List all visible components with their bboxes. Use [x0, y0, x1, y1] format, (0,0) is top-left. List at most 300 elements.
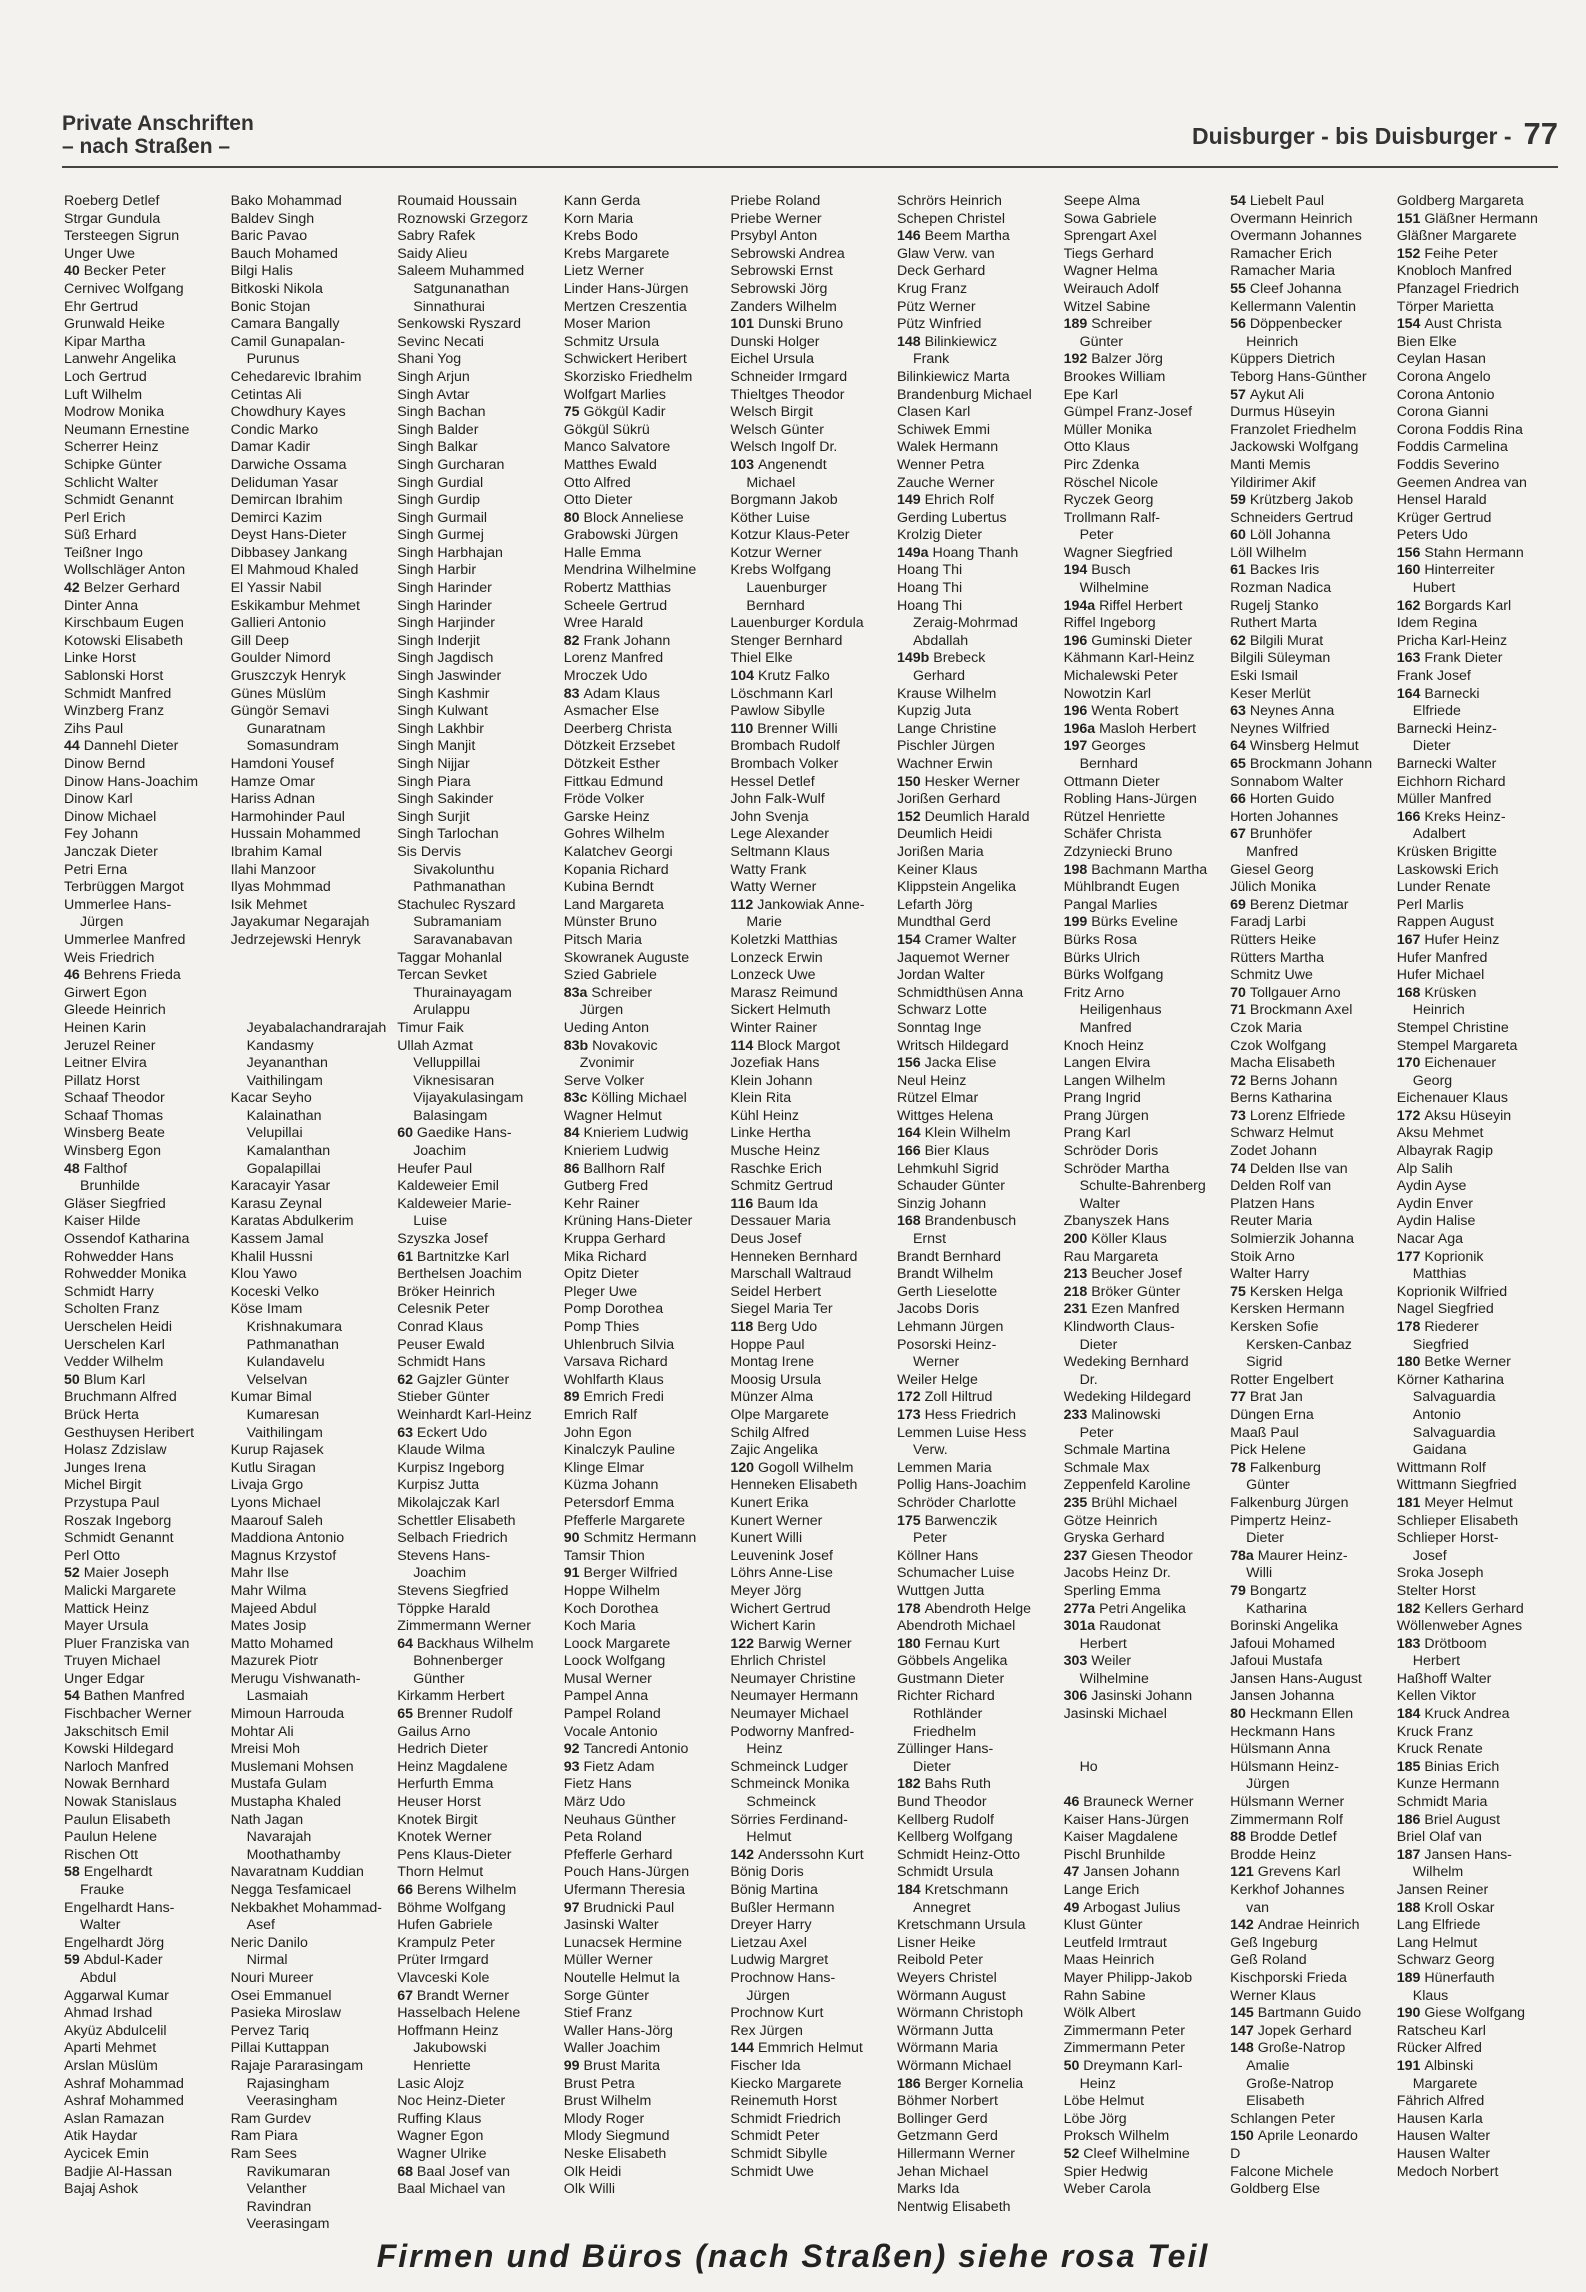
- directory-entry: Borinski Angelika: [1230, 1618, 1339, 1635]
- directory-entry: Lange Christine: [896, 720, 997, 737]
- directory-entry: Kalainathan: [246, 1107, 322, 1124]
- directory-entry: Pomp Dorothea: [563, 1301, 664, 1318]
- directory-entry: Frauke: [80, 1882, 125, 1898]
- directory-entry: Küzma Johann: [563, 1477, 659, 1494]
- directory-entry: Kerkhof Johannes: [1230, 1882, 1345, 1898]
- directory-entry: Pick Helene: [1230, 1442, 1306, 1459]
- directory-entry: Velluppillai: [413, 1055, 481, 1072]
- directory-entry: Schlieper Elisabeth: [1396, 1512, 1519, 1529]
- directory-entry: Verw.: [912, 1442, 948, 1459]
- directory-entry: Rau Margareta: [1063, 1248, 1159, 1265]
- directory-entry: [1064, 1724, 1229, 1742]
- directory-entry: 58 Engelhardt: [64, 1864, 153, 1881]
- directory-entry: Manco Salvatore: [563, 439, 671, 456]
- directory-entry: Ravindran: [246, 2198, 312, 2215]
- directory-entry: Rützel Elmar: [896, 1090, 979, 1107]
- directory-entry: Lege Alexander: [730, 826, 829, 843]
- directory-entry: D: [1230, 2145, 1241, 2162]
- directory-entry: Singh Gurmail: [397, 509, 488, 526]
- directory-entry: Margarete: [1412, 2075, 1478, 2092]
- directory-entry: Prüter Irmgard: [397, 1952, 489, 1969]
- directory-entry: Sebrowski Andrea: [730, 245, 845, 262]
- directory-entry: Krolzig Dieter: [896, 527, 983, 544]
- directory-entry: 186 Briel August: [1396, 1811, 1501, 1828]
- directory-entry: Hoang Thi: [896, 562, 963, 579]
- directory-entry: Nekbakhet Mohammad-: [230, 1899, 382, 1916]
- directory-entry: Bönig Doris: [730, 1864, 804, 1881]
- directory-entry: Selbach Friedrich: [397, 1530, 508, 1547]
- directory-entry: Manti Memis: [1230, 456, 1311, 473]
- directory-entry: Kamalanthan: [246, 1143, 331, 1160]
- directory-entry: Köther Luise: [730, 509, 811, 526]
- directory-entry: Peta Roland: [563, 1829, 642, 1846]
- directory-entry: Gustmann Dieter: [896, 1670, 1005, 1687]
- directory-entry: Schmitz Uwe: [1230, 967, 1313, 984]
- directory-entry: Nagel Siegfried: [1396, 1301, 1494, 1318]
- directory-entry: Wedeking Hildegard: [1063, 1389, 1192, 1406]
- directory-entry: Bollinger Gerd: [896, 2110, 988, 2127]
- directory-entry: 83 Adam Klaus: [563, 685, 661, 702]
- directory-entry: Ilyas Mohmmad: [230, 879, 331, 896]
- directory-entry: Weirauch Adolf: [1063, 280, 1159, 297]
- directory-entry: 49 Arbogast Julius: [1063, 1899, 1181, 1916]
- directory-columns: [64, 193, 1564, 2233]
- directory-entry: Wree Harald: [563, 615, 644, 632]
- directory-entry: Rohwedder Hans: [64, 1248, 174, 1265]
- directory-entry: Hillermann Werner: [896, 2145, 1015, 2162]
- directory-entry: Bußler Hermann: [730, 1899, 835, 1916]
- directory-entry: Wolfgart Marlies: [563, 386, 667, 403]
- directory-entry: Heinz: [746, 1741, 783, 1758]
- directory-entry: Pleger Uwe: [563, 1283, 638, 1300]
- directory-entry: Mendrina Wilhelmine: [563, 562, 697, 579]
- directory-entry: 91 Berger Wilfried: [563, 1565, 678, 1582]
- directory-entry: Varsava Richard: [563, 1354, 668, 1371]
- directory-entry: Knieriem Ludwig: [563, 1143, 669, 1160]
- directory-entry: Klein Rita: [730, 1090, 792, 1107]
- directory-entry: Ram Piara: [230, 2128, 298, 2145]
- directory-entry: Schmitz Gertrud: [730, 1178, 833, 1195]
- directory-entry: Hedrich Dieter: [397, 1741, 488, 1758]
- directory-entry: Karasu Zeynal: [230, 1195, 323, 1212]
- directory-entry: Eichel Ursula: [730, 351, 814, 368]
- directory-entry: Schumacher Luise: [896, 1565, 1015, 1582]
- directory-entry: Roszak Ingeborg: [64, 1512, 172, 1529]
- directory-entry: 66 Horten Guido: [1230, 791, 1335, 808]
- directory-entry: Bonic Stojan: [230, 298, 311, 315]
- directory-entry: Rappen August: [1396, 914, 1494, 931]
- directory-entry: Ossendof Katharina: [64, 1231, 190, 1248]
- directory-entry: Jozefiak Hans: [730, 1055, 820, 1072]
- directory-entry: Damar Kadir: [230, 439, 311, 456]
- directory-entry: Asmacher Else: [563, 703, 660, 720]
- directory-entry: Köse Imam: [230, 1301, 303, 1318]
- directory-entry: Nentwig Elisabeth: [896, 2198, 1011, 2215]
- directory-entry: Serve Volker: [563, 1072, 645, 1089]
- directory-entry: Wollschläger Anton: [64, 562, 186, 579]
- directory-entry: Kumar Bimal: [230, 1389, 312, 1406]
- directory-entry: Heinrich: [1412, 1002, 1465, 1019]
- directory-entry: Nowotzin Karl: [1063, 685, 1152, 702]
- directory-entry: Kulandavelu: [246, 1354, 325, 1371]
- directory-entry: Grabowski Jürgen: [563, 527, 679, 544]
- directory-entry: 57 Aykut Ali: [1230, 386, 1305, 403]
- directory-entry: 301a Raudonat: [1063, 1618, 1161, 1635]
- directory-entry: Singh Nijjar: [397, 756, 470, 772]
- directory-entry: Loock Margarete: [563, 1635, 671, 1652]
- directory-entry: Zimmermann Peter: [1063, 2022, 1185, 2039]
- directory-entry: Walek Hermann: [896, 439, 999, 456]
- directory-entry: Pimpertz Heinz-: [1230, 1512, 1332, 1529]
- directory-entry: Stoik Arno: [1230, 1248, 1295, 1265]
- directory-entry: Horten Johannes: [1230, 808, 1339, 825]
- directory-entry: Kann Gerda: [563, 193, 641, 209]
- directory-entry: Schmidt Uwe: [730, 2163, 814, 2180]
- directory-entry: Rücker Alfred: [1396, 2040, 1482, 2057]
- directory-entry: Raschke Erich: [730, 1160, 822, 1177]
- directory-entry: 152 Deumlich Harald: [896, 808, 1030, 825]
- directory-entry: 166 Kreks Heinz-: [1396, 808, 1506, 825]
- directory-entry: Pluer Franziska van: [64, 1635, 190, 1652]
- directory-entry: Osei Emmanuel: [230, 1987, 332, 2004]
- directory-entry: Kaiser Magdalene: [1063, 1829, 1178, 1846]
- directory-entry: Solmierzik Johanna: [1230, 1231, 1354, 1248]
- directory-entry: Otto Dieter: [563, 492, 633, 509]
- directory-entry: Sonnabom Walter: [1230, 773, 1344, 790]
- directory-entry: 168 Brandenbusch: [896, 1213, 1017, 1230]
- directory-entry: Merugu Vishwanath-: [230, 1670, 361, 1687]
- directory-entry: Singh Harbir: [397, 562, 477, 579]
- directory-entry: Schmidt Sibylle: [730, 2145, 828, 2162]
- directory-entry: Albayrak Ragip: [1396, 1143, 1493, 1160]
- directory-entry: Kandasmy: [246, 1037, 314, 1054]
- directory-entry: Eskikambur Mehmet: [230, 597, 360, 614]
- directory-entry: Mohtar Ali: [230, 1723, 294, 1740]
- directory-entry: Michel Birgit: [64, 1477, 142, 1494]
- directory-entry: Navarajah: [246, 1829, 312, 1846]
- directory-entry: Georg: [1412, 1072, 1453, 1089]
- directory-entry: Löbe Jörg: [1063, 2110, 1127, 2127]
- directory-entry: Langen Elvira: [1063, 1055, 1151, 1072]
- directory-entry: Kunert Werner: [730, 1512, 823, 1529]
- directory-entry: 164 Klein Wilhelm: [896, 1125, 1011, 1142]
- directory-entry: Olk Willi: [563, 2181, 616, 2198]
- directory-entry: Koletzki Matthias: [730, 931, 838, 948]
- directory-entry: Götze Heinrich: [1063, 1512, 1158, 1529]
- directory-entry: 180 Betke Werner: [1396, 1354, 1511, 1371]
- directory-entry: Roeberg Detlef: [64, 193, 160, 209]
- directory-entry: Corona Foddis Rina: [1396, 421, 1523, 438]
- directory-entry: Lang Helmut: [1396, 1934, 1478, 1951]
- directory-entry: Nacar Aga: [1396, 1231, 1463, 1248]
- directory-entry: Pillai Kuttappan: [230, 2040, 330, 2057]
- directory-entry: Aydin Ayse: [1396, 1178, 1467, 1195]
- directory-entry: Lasic Alojz: [397, 2075, 465, 2092]
- directory-entry: Singh Harinder: [397, 580, 492, 597]
- directory-entry: Singh Piara: [397, 773, 471, 790]
- directory-entry: Dinow Michael: [64, 808, 157, 825]
- directory-entry: 175 Barwenczik: [896, 1512, 998, 1529]
- directory-entry: Elfriede: [1412, 703, 1461, 720]
- directory-entry: Kopania Richard: [563, 861, 669, 878]
- directory-entry: Maas Heinrich: [1063, 1952, 1155, 1969]
- directory-entry: Stelter Horst: [1396, 1582, 1476, 1599]
- directory-entry: Hufen Gabriele: [397, 1917, 493, 1934]
- directory-entry: Jacobs Doris: [896, 1301, 979, 1318]
- directory-entry: Hoang Thi: [896, 580, 963, 597]
- directory-entry: Winsberg Beate: [64, 1125, 165, 1142]
- directory-entry: Neumayer Hermann: [730, 1688, 859, 1705]
- directory-entry: Musche Heinz: [730, 1143, 821, 1160]
- directory-entry: Watty Werner: [730, 879, 817, 896]
- directory-entry: Röschel Nicole: [1063, 474, 1159, 491]
- directory-entry: 194 Busch: [1063, 562, 1131, 579]
- directory-entry: Ho: [1079, 1758, 1098, 1775]
- directory-entry: Engelhardt Hans-: [64, 1899, 175, 1916]
- directory-entry: Ahmad Irshad: [64, 2005, 153, 2022]
- directory-entry: Junges Irena: [64, 1459, 147, 1476]
- directory-entry: Grunwald Heike: [64, 316, 165, 333]
- directory-entry: Zimmermann Werner: [397, 1618, 531, 1635]
- directory-entry: Baldev Singh: [230, 210, 315, 227]
- directory-entry: Frank Josef: [1396, 668, 1471, 685]
- directory-entry: Kersken Hermann: [1230, 1301, 1345, 1318]
- directory-entry: Koprionik Wilfried: [1396, 1283, 1508, 1300]
- directory-entry: Sorge Günter: [563, 1987, 649, 2004]
- directory-entry: Ludwig Margret: [730, 1952, 829, 1969]
- directory-entry: Zodet Johann: [1230, 1143, 1317, 1160]
- directory-entry: Majeed Abdul: [230, 1600, 317, 1617]
- directory-entry: Zdzyniecki Bruno: [1063, 843, 1173, 860]
- directory-entry: Knobloch Manfred: [1396, 263, 1512, 280]
- directory-entry: Watty Frank: [730, 861, 807, 878]
- directory-entry: Mlody Siegmund: [563, 2128, 670, 2145]
- directory-entry: Walter: [80, 1917, 121, 1934]
- directory-entry: Veerasingham: [246, 2093, 338, 2110]
- directory-entry: Berns Katharina: [1230, 1090, 1332, 1107]
- directory-entry: Roumaid Houssain: [397, 193, 518, 209]
- directory-entry: Maaß Paul: [1230, 1424, 1299, 1441]
- directory-entry: Lietzau Axel: [730, 1934, 807, 1951]
- directory-entry: Krebs Wolfgang: [730, 562, 832, 579]
- directory-entry: Manfred: [1079, 1019, 1132, 1036]
- directory-entry: Szyszka Josef: [397, 1231, 488, 1248]
- directory-entry: 147 Jopek Gerhard: [1230, 2022, 1352, 2039]
- directory-entry: Werner: [912, 1354, 960, 1371]
- directory-entry: Gill Deep: [230, 632, 289, 649]
- directory-entry: Antonio: [1412, 1406, 1461, 1423]
- directory-entry: Kutlu Siragan: [230, 1459, 316, 1476]
- directory-entry: Herfurth Emma: [397, 1776, 494, 1793]
- directory-entry: Peter: [912, 1530, 947, 1547]
- directory-entry: Sprengart Axel: [1063, 228, 1157, 245]
- directory-entry: 173 Hess Friedrich: [896, 1406, 1017, 1423]
- directory-entry: Thiel Elke: [730, 650, 793, 667]
- directory-entry: Hoffmann Heinz: [397, 2022, 499, 2039]
- directory-entry: Neumayer Christine: [730, 1670, 856, 1687]
- directory-entry: Sowa Gabriele: [1063, 210, 1157, 227]
- directory-entry: Skowranek Auguste: [563, 949, 690, 966]
- directory-entry: Hufer Manfred: [1396, 949, 1488, 966]
- directory-entry: Goldberg Else: [1230, 2181, 1321, 2198]
- directory-entry: Foddis Carmelina: [1396, 439, 1508, 456]
- directory-entry: Michael: [746, 474, 796, 491]
- directory-entry: Clasen Karl: [896, 404, 971, 421]
- directory-entry: Teißner Ingo: [64, 544, 143, 561]
- directory-entry: Helmut: [746, 1829, 792, 1846]
- directory-entry: Kalatchev Georgi: [563, 843, 673, 860]
- directory-entry: 60 Gaedike Hans-: [397, 1125, 512, 1142]
- directory-entry: Wölk Albert: [1063, 2005, 1136, 2022]
- directory-entry: Gerding Lubertus: [896, 509, 1007, 526]
- directory-entry: Dinow Hans-Joachim: [64, 773, 199, 790]
- directory-entry: Aparti Mehmet: [64, 2040, 157, 2057]
- directory-entry: Jürgen: [1246, 1776, 1290, 1793]
- directory-entry: 151 Gläßner Hermann: [1396, 210, 1538, 227]
- directory-entry: 82 Frank Johann: [563, 632, 671, 649]
- directory-entry: 90 Schmitz Hermann: [563, 1530, 697, 1547]
- directory-entry: Bajaj Ashok: [64, 2181, 139, 2198]
- directory-entry: Schaaf Theodor: [64, 1090, 165, 1107]
- directory-entry: Dieter: [1079, 1336, 1118, 1353]
- directory-entry: Friedhelm: [912, 1723, 977, 1740]
- directory-entry: Taggar Mohanlal: [397, 949, 503, 966]
- directory-entry: Akyüz Abdulcelil: [64, 2022, 167, 2039]
- directory-entry: [1064, 1741, 1229, 1759]
- directory-entry: Jafoui Mohamed: [1230, 1635, 1336, 1652]
- directory-entry: Stenger Bernhard: [730, 632, 843, 649]
- directory-entry: 172 Aksu Hüseyin: [1396, 1107, 1512, 1124]
- directory-entry: Reibold Peter: [896, 1952, 983, 1969]
- directory-entry: Prochnow Kurt: [730, 2005, 824, 2022]
- directory-entry: Klou Yawo: [230, 1266, 298, 1283]
- directory-entry: Abdallah: [912, 632, 969, 649]
- directory-entry: Köllner Hans: [896, 1547, 979, 1564]
- directory-entry: Wilhelmine: [1079, 1670, 1149, 1687]
- directory-entry: [231, 950, 396, 968]
- directory-entry: Willi: [1246, 1565, 1273, 1582]
- directory-entry: 149b Brebeck: [896, 650, 986, 667]
- directory-entry: Tercan Sevket: [397, 967, 488, 984]
- directory-entry: 235 Brühl Michael: [1063, 1494, 1178, 1511]
- directory-entry: 122 Barwig Werner: [730, 1635, 852, 1652]
- directory-entry: Sörries Ferdinand-: [730, 1811, 848, 1828]
- directory-entry: 104 Krutz Falko: [730, 668, 830, 685]
- directory-entry: 86 Ballhorn Ralf: [563, 1160, 665, 1177]
- directory-entry: Wenner Petra: [896, 456, 985, 473]
- directory-entry: Josef: [1412, 1547, 1447, 1564]
- directory-entry: Scherrer Heinz: [64, 439, 159, 456]
- directory-entry: Fritz Arno: [1063, 984, 1125, 1001]
- directory-entry: Singh Tarlochan: [397, 826, 499, 843]
- directory-entry: Winzberg Franz: [64, 703, 165, 720]
- directory-entry: Pischl Brunhilde: [1063, 1846, 1166, 1863]
- directory-entry: Paulun Elisabeth: [64, 1811, 171, 1828]
- directory-entry: Schmidt Peter: [730, 2128, 820, 2145]
- directory-entry: 88 Brodde Detlef: [1230, 1829, 1337, 1846]
- directory-entry: Vaithilingam: [246, 1072, 323, 1089]
- directory-entry: Henneken Elisabeth: [730, 1477, 858, 1494]
- directory-entry: Rothländer: [912, 1706, 983, 1723]
- directory-entry: Hamze Omar: [230, 773, 315, 790]
- directory-entry: Jayakumar Negarajah: [230, 914, 370, 931]
- directory-entry: Zimmermann Peter: [1063, 2040, 1185, 2057]
- directory-entry: 188 Kroll Oskar: [1396, 1899, 1495, 1916]
- directory-entry: 190 Giese Wolfgang: [1396, 2005, 1526, 2022]
- directory-entry: Lunder Renate: [1396, 879, 1491, 896]
- directory-entry: Kipar Martha: [64, 333, 146, 350]
- directory-entry: Neske Elisabeth: [563, 2145, 667, 2162]
- directory-entry: Klippstein Angelika: [896, 879, 1017, 896]
- directory-entry: Saravanabavan: [413, 931, 513, 948]
- directory-entry: Dinter Anna: [64, 597, 139, 614]
- directory-entry: Seltmann Klaus: [730, 843, 830, 860]
- directory-entry: Stempel Christine: [1396, 1019, 1509, 1036]
- directory-entry: Mroczek Udo: [563, 668, 648, 685]
- directory-entry: 78a Maurer Heinz-: [1230, 1547, 1348, 1564]
- directory-entry: Mazurek Piotr: [230, 1653, 319, 1670]
- directory-entry: Lang Elfriede: [1396, 1917, 1481, 1934]
- directory-entry: Hülsmann Werner: [1230, 1794, 1345, 1811]
- directory-entry: Schmidt Manfred: [64, 685, 172, 702]
- directory-entry: Pricha Karl-Heinz: [1396, 632, 1508, 649]
- directory-entry: Viknesisaran: [413, 1072, 495, 1089]
- directory-entry: Lonzeck Erwin: [730, 949, 823, 966]
- directory-entry: Krampulz Peter: [397, 1934, 495, 1951]
- directory-entry: 154 Aust Christa: [1396, 316, 1502, 333]
- directory-entry: Fischer Ida: [730, 2057, 801, 2074]
- directory-entry: Welsch Günter: [730, 421, 824, 438]
- directory-entry: Waller Joachim: [563, 2040, 661, 2057]
- directory-entry: Brombach Rudolf: [730, 738, 840, 755]
- directory-entry: Joachim: [413, 1143, 467, 1160]
- directory-entry: 59 Krützberg Jakob: [1230, 492, 1354, 509]
- directory-entry: Briel Olaf van: [1396, 1829, 1482, 1846]
- directory-entry: 185 Binias Erich: [1396, 1758, 1500, 1775]
- directory-entry: Reuter Maria: [1230, 1213, 1313, 1230]
- directory-entry: Pathmanathan: [413, 879, 506, 896]
- directory-entry: Bitkoski Nikola: [230, 280, 323, 297]
- directory-entry: Singh Balkar: [397, 439, 478, 456]
- directory-entry: Priebe Werner: [730, 210, 822, 227]
- directory-entry: Khalil Hussni: [230, 1248, 313, 1265]
- directory-entry: Singh Harjinder: [397, 615, 495, 632]
- directory-entry: Bürks Wolfgang: [1063, 967, 1164, 984]
- section-heading: [62, 112, 254, 158]
- directory-entry: Cernivec Wolfgang: [64, 280, 184, 297]
- directory-entry: Negga Tesfamicael: [230, 1882, 351, 1898]
- name-range: Duisburger - bis Duisburger -: [1192, 123, 1512, 149]
- directory-entry: Halle Emma: [563, 544, 642, 561]
- directory-entry: Overmann Johannes: [1230, 228, 1362, 245]
- directory-entry: Kunert Erika: [730, 1494, 809, 1511]
- directory-entry: Günther: [413, 1670, 465, 1687]
- directory-entry: Rischen Ott: [64, 1846, 139, 1863]
- directory-entry: Keiner Klaus: [896, 861, 978, 878]
- directory-entry: Dieter: [1246, 1530, 1285, 1547]
- directory-entry: Vlavceski Kole: [397, 1969, 490, 1986]
- directory-entry: Fittkau Edmund: [563, 773, 664, 790]
- directory-entry: 187 Jansen Hans-: [1396, 1846, 1512, 1863]
- directory-entry: Vocale Antonio: [563, 1723, 658, 1740]
- directory-entry: Skorzisko Friedhelm: [563, 368, 693, 385]
- directory-entry: Demircan Ibrahim: [230, 492, 343, 509]
- directory-entry: Lonzeck Uwe: [730, 967, 816, 984]
- directory-entry: 121 Grevens Karl: [1230, 1864, 1341, 1881]
- directory-entry: Langen Wilhelm: [1063, 1072, 1166, 1089]
- directory-entry: Sebrowski Ernst: [730, 263, 833, 280]
- directory-entry: Welsch Ingolf Dr.: [730, 439, 838, 456]
